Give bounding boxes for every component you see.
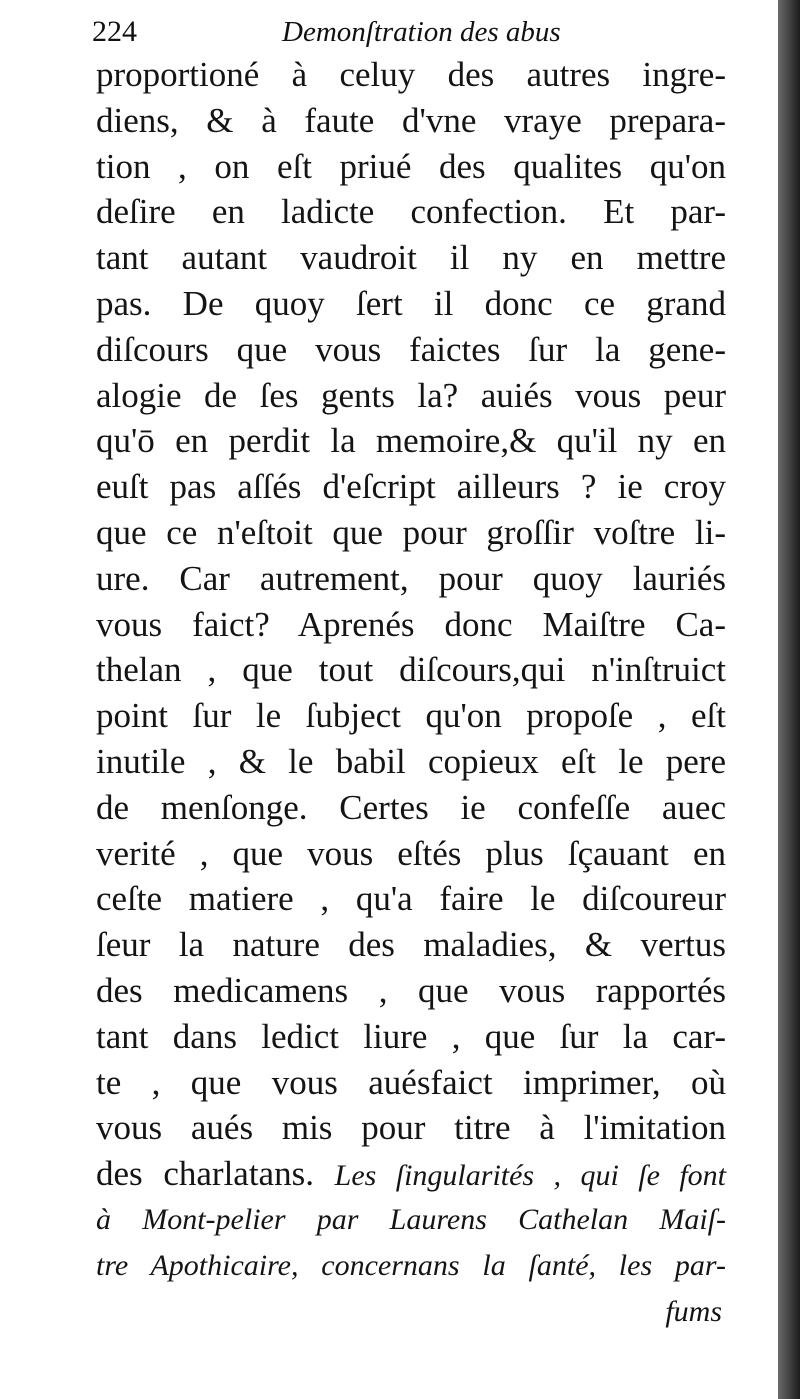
text-line: deſire en ladicte confection. Et par-: [96, 192, 726, 232]
text-line: diens, & à faute d'vne vraye prepara-: [96, 100, 726, 140]
text-line: ſeur la nature des maladies, & vertus: [96, 925, 726, 965]
running-head: Demonſtration des abus: [282, 16, 561, 48]
text-line: diſcours que vous faictes ſur la gene-: [96, 329, 726, 369]
text-line: verité , que vous eſtés plus ſçauant en: [96, 833, 726, 873]
page-number: 224: [92, 15, 137, 48]
text-line: tion , on eſt priué des qualites qu'on: [96, 146, 726, 186]
page-edge-shadow: [778, 0, 800, 1399]
text-line: point ſur le ſubject qu'on propoſe , eſt: [96, 696, 726, 736]
text-line: que ce n'eſtoit que pour groſſir voſtre li-: [96, 512, 726, 552]
text-line: de menſonge. Certes ie confeſſe auec: [96, 787, 726, 827]
text-line: inutile , & le babil copieux eſt le pere: [96, 741, 726, 781]
text-line: qu'ō en perdit la memoire,& qu'il ny en: [96, 421, 726, 461]
text-line: ure. Car autrement, pour quoy lauriés: [96, 558, 726, 598]
roman-text: des charlatans.: [96, 1154, 314, 1194]
body-text: [96, 52, 726, 1334]
italic-title-text: Les ſingularités , qui ſe font: [334, 1159, 727, 1193]
italic-title-line: à Mont-pelier par Laurens Cathelan Maiſ-: [96, 1202, 726, 1236]
text-line: te , que vous auésfaict imprimer, où: [96, 1062, 726, 1102]
text-line: tant autant vaudroit il ny en mettre: [96, 238, 726, 278]
mixed-text-line: [96, 1151, 726, 1197]
text-line: des medicamens , que vous rapportés: [96, 970, 726, 1010]
text-line: alogie de ſes gents la? auiés vous peur: [96, 375, 726, 415]
text-line: proportioné à celuy des autres ingre-: [96, 55, 726, 94]
text-line: tant dans ledict liure , que ſur la car-: [96, 1016, 726, 1056]
text-line: euſt pas aſſés d'eſcript ailleurs ? ie croy: [96, 467, 726, 507]
text-line: vous faict? Aprenés donc Maiſtre Ca-: [96, 604, 726, 644]
text-line: thelan , que tout diſcours,qui n'inſtruict: [96, 650, 726, 690]
italic-title-line: tre Apothicaire, concernans la ſanté, les par-: [96, 1248, 726, 1282]
text-line: vous aués mis pour titre à l'imitation: [96, 1108, 726, 1148]
text-line: pas. De quoy ſert il donc ce grand: [96, 283, 726, 323]
catchword: fums: [665, 1294, 722, 1328]
text-line: ceſte matiere , qu'a faire le diſcoureur: [96, 879, 726, 919]
page-header: [92, 14, 732, 50]
